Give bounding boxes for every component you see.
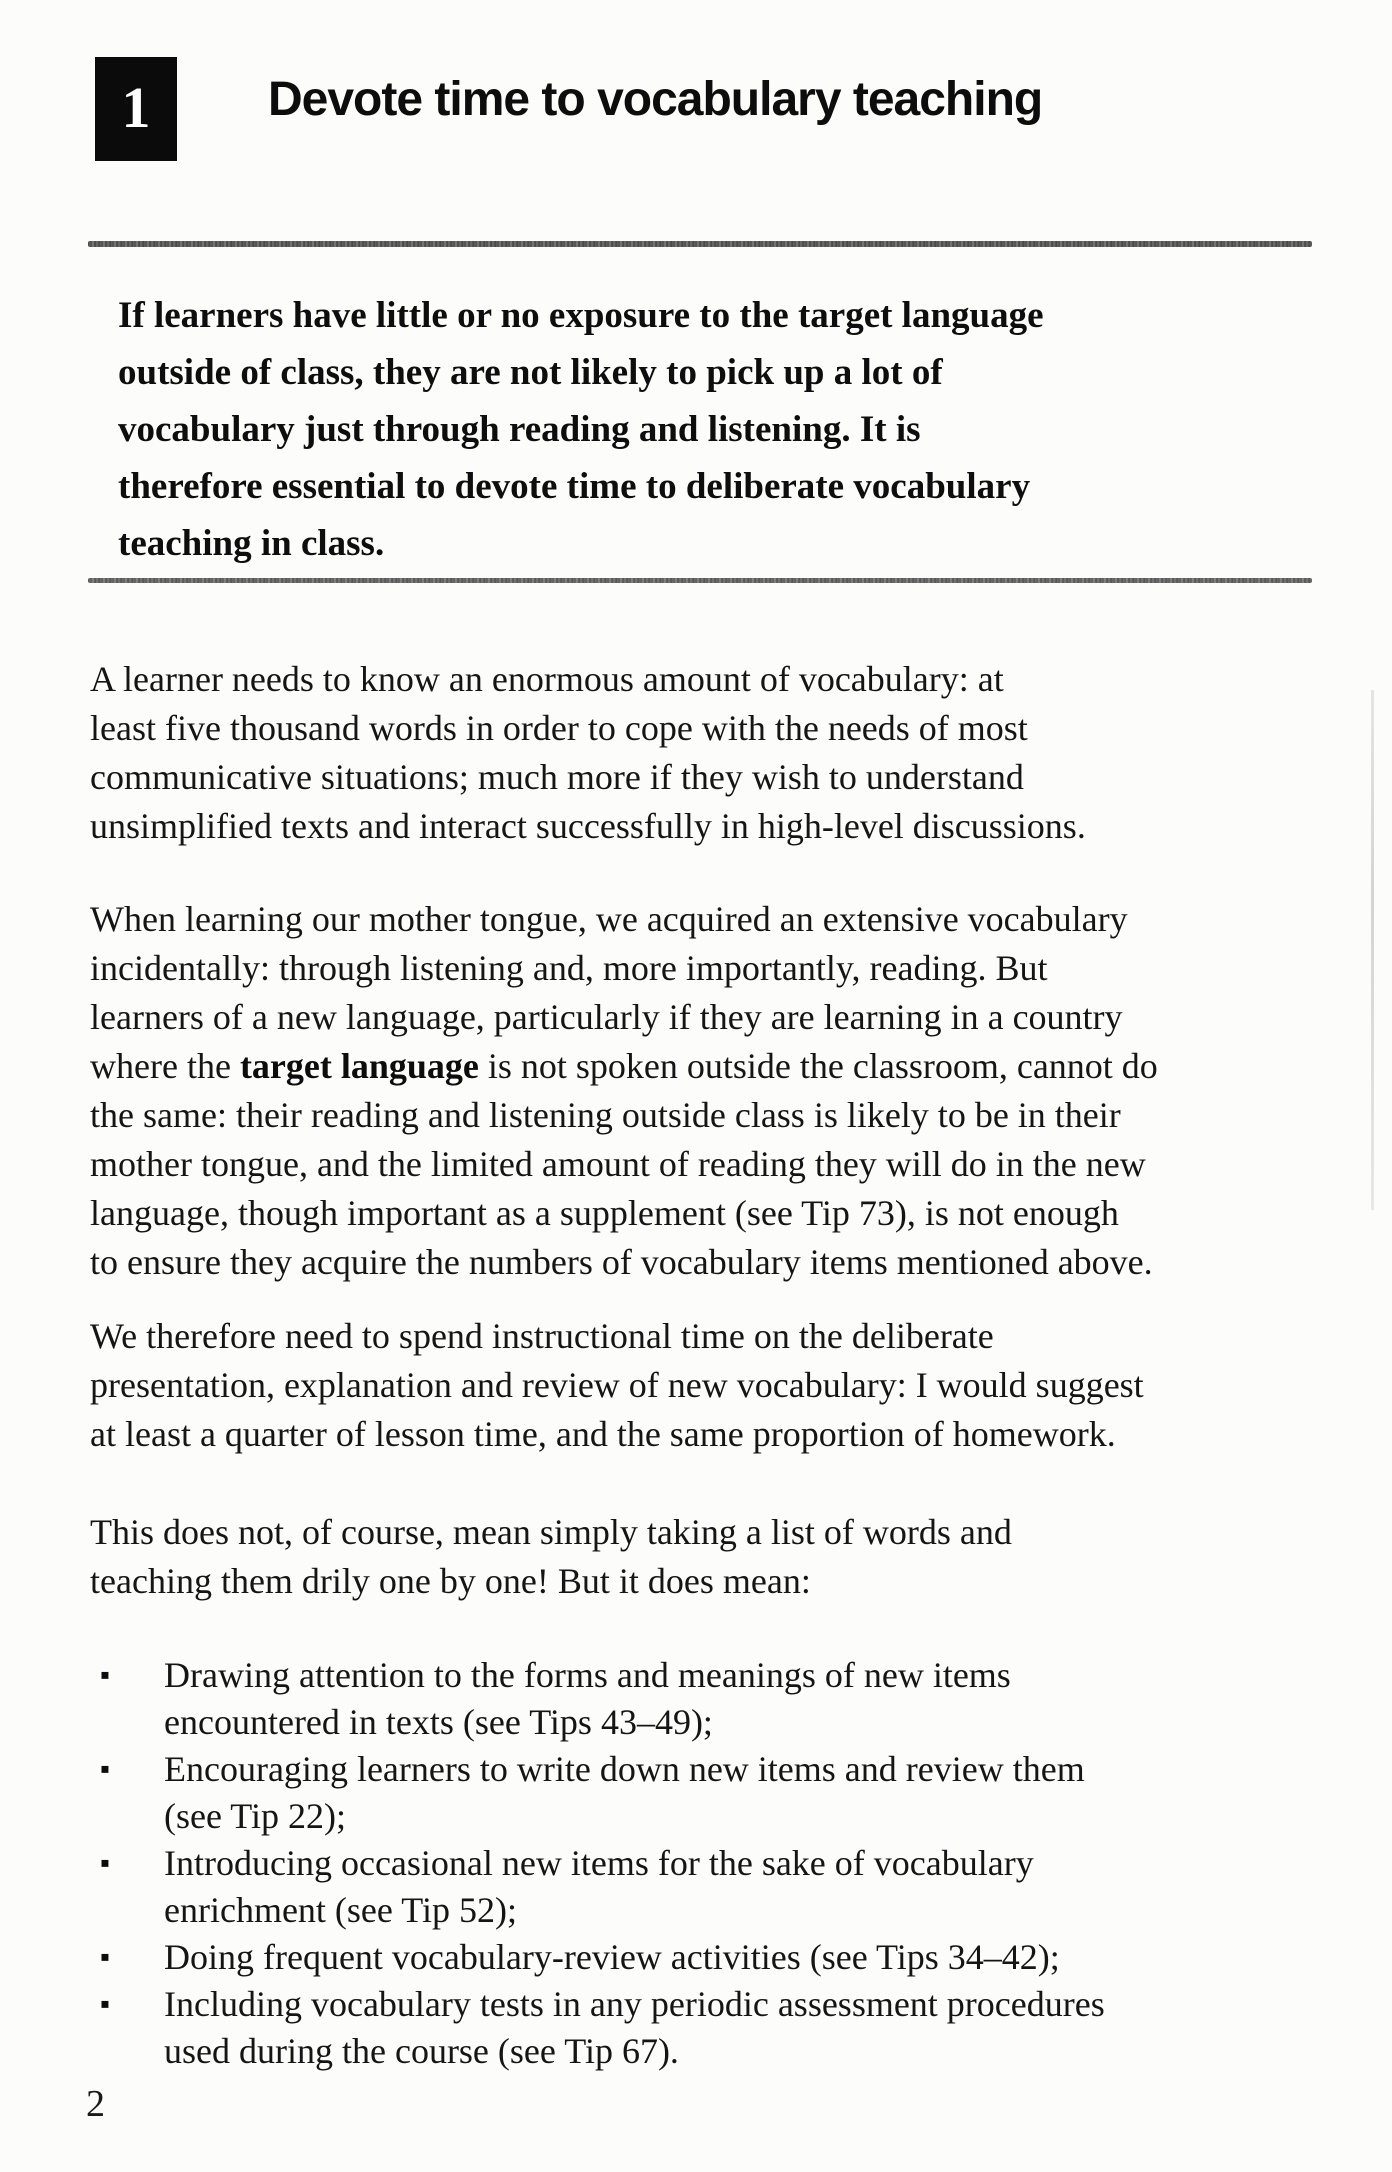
text-line: When learning our mother tongue, we acquired an extensive vocabulary <box>90 899 1128 939</box>
text-line: This does not, of course, mean simply taking a list of words and <box>90 1512 1012 1552</box>
page-number: 2 <box>86 2083 105 2125</box>
text-line: teaching them drily one by one! But it does mean: <box>90 1561 811 1601</box>
text-line: the same: their reading and listening outside class is likely to be in their <box>90 1095 1121 1135</box>
text-line: least five thousand words in order to cope with the needs of most <box>90 708 1028 748</box>
text-line: presentation, explanation and review of new vocabulary: I would suggest <box>90 1365 1144 1405</box>
summary-rule-bottom <box>88 578 1312 583</box>
text-line: unsimplified texts and interact successfully in high-level discussions. <box>90 806 1086 846</box>
square-bullet-icon: ▪ <box>100 1942 110 1973</box>
text-line: used during the course (see Tip 67). <box>164 2031 679 2071</box>
body-paragraph-4 <box>90 1508 1012 1606</box>
body-paragraph-3 <box>90 1312 1144 1459</box>
text-line: learners of a new language, particularly if they are learning in a country <box>90 997 1123 1037</box>
text-line: at least a quarter of lesson time, and the same proportion of homework. <box>90 1414 1116 1454</box>
summary-rule-top <box>88 241 1312 247</box>
text-line: incidentally: through listening and, more importantly, reading. But <box>90 948 1048 988</box>
text-segment: where the <box>90 1046 240 1086</box>
text-line: enrichment (see Tip 52); <box>164 1890 517 1930</box>
bullet-text <box>164 1981 1105 2075</box>
tip-title: Devote time to vocabulary teaching <box>268 73 1043 126</box>
body-paragraph-1 <box>90 655 1086 851</box>
summary-line: therefore essential to devote time to deliberate vocabulary <box>118 466 1031 507</box>
text-line: We therefore need to spend instructional time on the deliberate <box>90 1316 994 1356</box>
text-line: Drawing attention to the forms and meanings of new items <box>164 1655 1011 1695</box>
summary-line: vocabulary just through reading and listening. It is <box>118 409 921 450</box>
body-paragraph-2 <box>90 895 1158 1287</box>
list-item <box>100 1652 1105 1746</box>
tip-number-badge: 1 <box>95 57 177 161</box>
square-bullet-icon: ▪ <box>100 1848 110 1879</box>
text-segment: is not spoken outside the classroom, cannot do <box>478 1046 1158 1086</box>
bullet-text <box>164 1840 1034 1934</box>
text-line: Doing frequent vocabulary-review activities (see Tips 34–42); <box>164 1937 1060 1977</box>
text-line: communicative situations; much more if they wish to understand <box>90 757 1024 797</box>
scan-edge-artifact <box>1371 690 1374 1210</box>
text-line: Introducing occasional new items for the sake of vocabulary <box>164 1843 1034 1883</box>
glossary-term: target language <box>239 1046 479 1086</box>
bullet-list <box>100 1652 1105 2075</box>
list-item <box>100 1746 1105 1840</box>
text-line: A learner needs to know an enormous amount of vocabulary: at <box>90 659 1004 699</box>
list-item <box>100 1934 1105 1981</box>
tip-summary <box>118 287 1044 572</box>
summary-line: teaching in class. <box>118 523 385 564</box>
square-bullet-icon: ▪ <box>100 1989 110 2020</box>
text-line: encountered in texts (see Tips 43–49); <box>164 1702 713 1742</box>
summary-line: If learners have little or no exposure to the target language <box>118 295 1044 336</box>
text-line: Encouraging learners to write down new items and review them <box>164 1749 1085 1789</box>
bullet-text <box>164 1652 1011 1746</box>
text-line: mother tongue, and the limited amount of reading they will do in the new <box>90 1144 1146 1184</box>
list-item <box>100 1840 1105 1934</box>
text-line: language, though important as a supplement (see Tip 73), is not enough <box>90 1193 1119 1233</box>
square-bullet-icon: ▪ <box>100 1660 110 1691</box>
text-line: (see Tip 22); <box>164 1796 347 1836</box>
square-bullet-icon: ▪ <box>100 1754 110 1785</box>
text-line: Including vocabulary tests in any periodic assessment procedures <box>164 1984 1105 2024</box>
text-line <box>90 1042 1158 1091</box>
summary-line: outside of class, they are not likely to pick up a lot of <box>118 352 943 393</box>
bullet-text <box>164 1934 1060 1981</box>
text-line: to ensure they acquire the numbers of vocabulary items mentioned above. <box>90 1242 1153 1282</box>
bullet-text <box>164 1746 1085 1840</box>
list-item <box>100 1981 1105 2075</box>
